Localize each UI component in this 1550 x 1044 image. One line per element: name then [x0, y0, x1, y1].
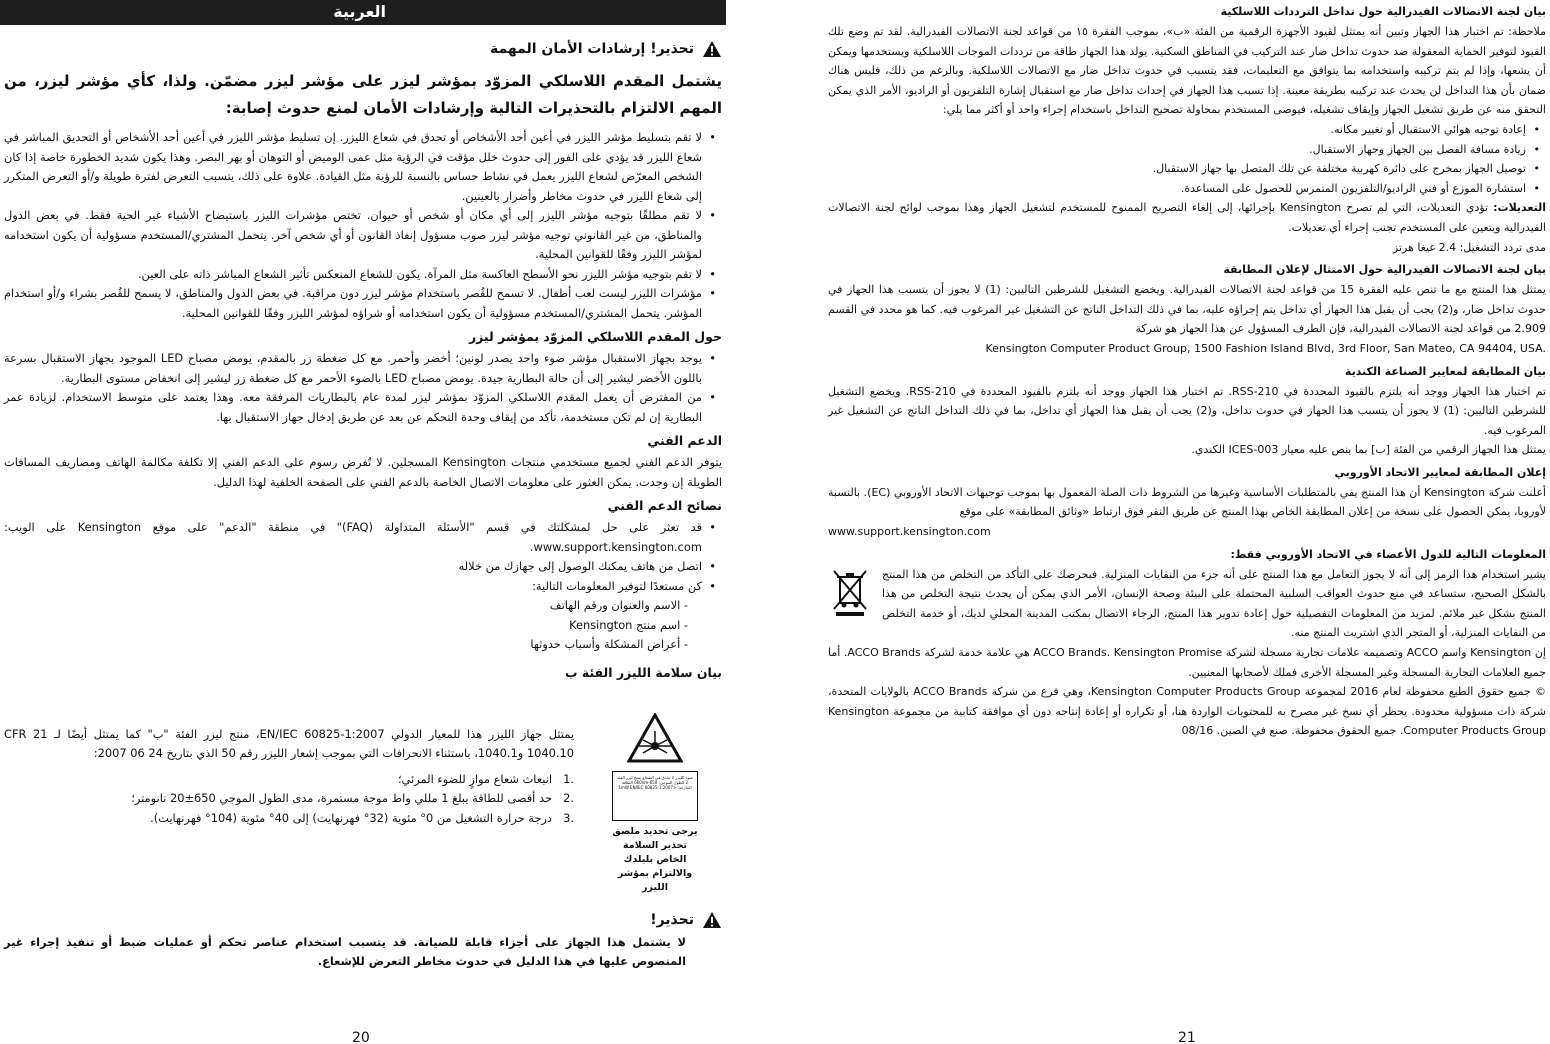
modifications-text: تؤدي التعديلات، التي لم تصرح Kensington بإجرائها، إلى إلغاء التصريح الممنوح للمستخدم لتشغيل الجهاز وهذا بموجب لوائح لجنة الاتصالات الفيدرالية ويتعين على المستخدم تجنب إجراء أي تعديلات. — [828, 201, 1546, 234]
trademarks-text: إن Kensington واسم ACCO وتصميمه علامات تجارية مسجلة لشركة ACCO Brands. Kensington Promise هي علامة خدمة لشركة ACCO Brands. أما جميع العلامات التجارية المسجلة وغير المسجلة الأخرى فملك لأصحابها المعنيين. — [828, 646, 1546, 679]
left-page — [0, 0, 726, 1044]
laser-safety-block — [4, 697, 722, 897]
weee-heading: المعلومات التالية للدول الأعضاء في الاتحاد الأوروبي فقط: — [1230, 547, 1546, 561]
laser-heading: بيان سلامة الليزر الفئة ب — [564, 664, 722, 680]
about-bullet: • يوجد بجهاز الاستقبال مؤشر ضوء واحد يصدر لونين؛ أخضر وأحمر. مع كل ضغطة زر بالمقدم، يومض مصباح LED الموجود بجهاز الاستقبال بسرعة باللون الأخضر ليشير إلى أن حالة البطارية جيدة. يومض مصباح LED بالضوء الأحمر مع كل ضغطة زر ليشير إلى انخفاض مستوى البطارية. — [4, 349, 722, 388]
safety-bullet: • لا تقم بتوجيه مؤشر الليزر نحو الأسطح العاكسة مثل المرآة. يكون للشعاع المنعكس تأثير الشعاع المباشر ذاته على العين. — [4, 265, 722, 285]
about-heading: حول المقدم اللاسلكي المزوّد بمؤشر ليزر — [468, 329, 722, 344]
fcc-bullet: • توصيل الجهاز بمخرج على دائرة كهربية مختلفة عن تلك المتصل بها جهاز الاستقبال. — [828, 159, 1546, 179]
modifications-paragraph — [828, 198, 1546, 237]
canada-ices: يمتثل هذا الجهاز الرقمي من الفئة [ب] بما ينص عليه معيار ICES-003 الكندي. — [1191, 443, 1546, 457]
warning-block — [4, 907, 722, 972]
warning-heading: تحذير! — [650, 911, 694, 928]
warning-text: لا يشتمل هذا الجهاز على أجزاء قابلة للصيانة. قد يتسبب استخدام عناصر تحكم أو عمليات ضبط أو تنفيذ إجراء غير المنصوص عليها في هذا الدليل في حدوث مخاطر التعرض للإشعاع. — [4, 934, 686, 968]
fcc-bullet: • زيادة مسافة الفصل بين الجهاز وجهاز الاستقبال. — [828, 140, 1546, 160]
laser-item: .3 درجة حرارة التشغيل من 0° مئوية (32° فهرنهايت) إلى 40° مئوية (104° فهرنهايت). — [150, 810, 574, 825]
warning-triangle-icon — [702, 40, 722, 58]
eu-text: أعلنت شركة Kensington أن هذا المنتج يفي بالمتطلبات الأساسية وغيرها من الشروط ذات الصلة المعمول بها بموجب توجيهات الاتحاد الأوروبي (EC). بالنسبة لأوروبا، يمكن الحصول على نسخة من إعلان المطابقة الخاص بهذا المنتج عن طريق النقر فوق ارتباط «وثائق المطابقة» على موقع — [828, 485, 1546, 519]
support-text: يتوفر الدعم الفني لجميع مستخدمي منتجات Kensington المسجلين. لا تُفرض رسوم على الدعم الفني إلا تكلفة مكالمة الهاتف ومصاريف المسافات الطويلة إن وجدت. يمكن العثور على معلومات الاتصال الخاصة بالدعم الفني على الصفحة الخلفية لهذا الدليل. — [4, 455, 722, 489]
safety-bullet: • لا تقم بتسليط مؤشر الليزر في أعين أحد الأشخاص أو تحدق في شعاع الليزر. إن تسليط مؤشر الليزر في أعين أحد الأشخاص أو التحديق المباشر في شعاع الليزر قد يؤدي على الفور إلى حدوث خلل مؤقت في الرؤية مثل عمى الوميض أو التوهان أو بهر البصر. وهذا يكون شديد الخطورة خاصة إذا كان الشخص المعرّض لشعاع الليزر يعمل في نشاط حساس بالنسبة للرؤية مثل القيادة. علاوة على ذلك، يتسبب التعرض لفترة طويلة و/أو التعرض المتكرر إلى شعاع الليزر في حدوث مخاطر وأضرار بالعينين. — [4, 128, 722, 206]
copyright-text: © جميع حقوق الطبع محفوظة لعام 2016 لمجموعة Kensington Computer Products Group، وهي فرع من شركة ACCO Brands بالولايات المتحدة، شركة ذات مسؤولية محدودة. يحظر أي نسخ غير مصرح به للمحتويات الواردة هنا، أو تكراره أو إعادة إنتاجه دون أي موافقة كتابية من مجموعة Kensington Computer Products Group. جميع الحقوق محفوظة. صنع في الصين. 08/16 — [828, 685, 1546, 738]
tips-bullet: • اتصل من هاتف يمكنك الوصول إلى جهازك من خلاله — [4, 557, 722, 577]
safety-heading-row — [4, 36, 722, 62]
tips-dash-item: - الاسم والعنوان ورقم الهاتف — [549, 598, 688, 612]
crossed-bin-icon — [828, 567, 872, 617]
support-heading: الدعم الفني — [647, 433, 722, 448]
warning-triangle-icon — [702, 911, 722, 929]
fcc-bullet: • إعادة توجيه هوائي الاستقبال أو تغيير مكانه. — [828, 120, 1546, 140]
tips-dash-item: - اسم منتج Kensington — [569, 617, 688, 632]
language-tab: العربية — [0, 0, 726, 25]
conformity-text: يمتثل هذا المنتج مع ما تنص عليه الفقرة 15 من قواعد لجنة الاتصالات الفيدرالية. ويخضع التشغيل للشرطين التاليين: (1) لا يجوز أن يتسبب هذا الجهاز في حدوث تداخل ضار، و(2) يجب أن يقبل هذا الجهاز أي تداخل يتم إجراؤه عليه، بما في ذلك التداخل الناتج عن التشغيل غير المرغوب فيه. كما هو محدد في القسم 2.909 من قواعد لجنة الاتصالات الفيدرالية، فإن الطرف المسؤول عن هذا الجهاز هو شركة — [828, 283, 1546, 336]
fcc-bullet: • استشارة الموزع أو فني الراديو/التلفزيون المتمرس للحصول على المساعدة. — [828, 179, 1546, 199]
conformity-address: Kensington Computer Product Group, 1500 Fashion Island Blvd, 3rd Floor, San Mateo, CA 94404, USA. — [985, 341, 1546, 355]
right-page — [826, 0, 1548, 1044]
laser-text-column — [4, 725, 574, 829]
eu-url: www.support.kensington.com — [828, 525, 991, 539]
eu-heading: إعلان المطابقة لمعايير الاتحاد الأوروبي — [1334, 465, 1546, 479]
laser-caption: يرجى تحديد ملصق تحذير السلامة الخاص بليلدك والالتزام بمؤشر الليزر — [612, 825, 698, 893]
laser-warning-label: ضوء الليزر لا تحدق في الشعاع منتج ليزر الفئة 2 الطول الموجي: 650-660nm الطاقة الخارجة: <1mW EN/IEC 60825-1:2007 — [612, 771, 698, 821]
safety-bullet: • لا تقم مطلقًا بتوجيه مؤشر الليزر إلى أي مكان أو شخص أو حيوان. تختص مؤشرات الليزر باستيضاح الأشياء غير الحية فقط. في بعض الدول والمناطق، من غير القانوني توجيه مؤشر ليزر صوب مسؤول إنفاذ القانون أو أي شخص آخر. يتحمل المشتري/المستخدم مسؤولية أن يكون استخدامه لمؤشر الليزر وفقًا للقوانين المحلية. — [4, 206, 722, 265]
modifications-label: التعديلات: — [1493, 201, 1547, 215]
frequency-text: مدى تردد التشغيل: 2.4 غيغا هرتز — [1392, 240, 1546, 254]
page-number: 20 — [352, 1030, 370, 1044]
tips-dash-item: - أعراض المشكلة وأسباب حدوثها — [530, 637, 688, 651]
about-bullet: • من المفترض أن يعمل المقدم اللاسلكي المزوّد بمؤشر ليزر لمدة عام بالبطاريات المرفقة معه. وهذا يعتمد على متوسط الاستخدام. لزيادة عمر البطارية إن لم تكن مستخدمة، تأكد من إيقاف وحدة التحكم عن بعد عن طريق إدخال جهاز الاستقبال بها. — [4, 388, 722, 427]
canada-text: تم اختبار هذا الجهاز ووجد أنه يلتزم بالقيود المحددة في RSS-210. تم اختبار هذا الجهاز ووجد أنه يلتزم بالقيود المحددة في RSS-210. ويخضع التشغيل للشرطين التاليين: (1) لا يجوز أن يتسبب هذا الجهاز في حدوث تداخل، و(2) يجب أن يقبل هذا الجهاز أي تداخل، بما في ذلك التداخل الناتج عن التشغيل غير المرغوب فيه. — [828, 384, 1547, 437]
safety-heading: تحذير! إرشادات الأمان المهمة — [490, 41, 694, 57]
conformity-heading: بيان لجنة الاتصالات الفيدرالية حول الامتثال لإعلان المطابقة — [1223, 263, 1546, 277]
safety-bullet: • مؤشرات الليزر ليست لعب أطفال. لا تسمح للقُصر باستخدام مؤشر ليزر دون مراقبة. في بعض الدول والمناطق، لا يسمح للقُصر بشراء و/أو استخدام المؤشر. يتحمل المشتري/المستخدم مسؤولية أن يكون استخدامه أو شراؤه لمؤشر الليزر وفقًا للقوانين المحلية. — [4, 284, 722, 323]
fcc-heading: بيان لجنة الاتصالات الفيدرالية حول تداخل الترددات اللاسلكية — [1220, 5, 1546, 18]
canada-heading: بيان المطابقة لمعايير الصناعة الكندية — [1344, 364, 1546, 378]
fcc-note: ملاحظة: تم اختبار هذا الجهاز وتبين أنه يمتثل لقيود الأجهزة الرقمية من الفئة «ب»، بموجب الفقرة ١٥ من قواعد لجنة الاتصالات الفيدرالية. لقد تم وضع تلك القيود لتوفير الحماية المعقولة ضد حدوث تداخل ضار عند التركيب في المناطق السكنية. يولد هذا الجهاز طاقة من ترددات الموجات اللاسلكية ويستخدمها ويمكن أن يشعها، وإذا لم يتم تركيبه واستخدامه بما يتوافق مع التعليمات، فقد يتسبب في حدوث تداخل ضار مع الاتصالات اللاسلكية. وبالرغم من ذلك، فليس هناك ضمان بأن هذا التداخل لن يحدث عند تركيبه بطريقة معينة. إذا تسبب هذا الجهاز في إحداث تداخل ضار مع استقبال إشارة التلفزيون أو الراديو، الأمر الذي يمكن التحقق منه عن طريق تشغيل الجهاز وإيقاف تشغيله، فيوصى المستخدم بمحاولة تصحيح التداخل باستخدام إجراء واحد أو أكثر مما يلي: — [828, 25, 1547, 117]
laser-hazard-icon — [627, 713, 683, 763]
laser-label-art — [612, 713, 698, 895]
laser-item: .2 حد أقصى للطاقة يبلغ 1 مللي واط موجة مستمرة، مدى الطول الموجي 650±20 نانومتر؛ — [131, 791, 574, 805]
laser-intro: يمتثل جهاز الليزر هذا للمعيار الدولي EN/IEC 60825-1:2007، منتج ليزر الفئة "ب" كما يمتثل أيضًا لـ 21 CFR 1040.10 و1040.1، باستثناء الانحرافات التي بموجب إشعار الليزر رقم 50 الذي بتاريخ 24 06 2007: — [4, 726, 575, 760]
laser-item: .1 انبعاث شعاع موازٍ للضوء المرئي؛ — [397, 771, 574, 786]
tips-bullet: • كن مستعدًا لتوفير المعلومات التالية: — [4, 577, 722, 597]
safety-intro: يشتمل المقدم اللاسلكي المزوّد بمؤشر ليزر على مؤشر ليزر مضمّن. ولذا، كأي مؤشر ليزر، من المهم الالتزام بالتحذيرات التالية وإرشادات الأمان لمنع حدوث إصابة: — [4, 72, 722, 117]
weee-text: يشير استخدام هذا الرمز إلى أنه لا يجوز التعامل مع هذا المنتج على أنه جزء من النفايات المنزلية. فبحرصك على التأكد من التخلص من هذا المنتج بالشكل الصحيح، ستساعد في منع حدوث العواقب السلبية المحتملة على البيئة وصحة الإنسان، الأمر الذي يمكن أن يحدث نتيجة التخلص من هذا المنتج بشكل غير ملائم. لمزيد من المعلومات التفصيلية حول إعادة تدوير هذا المنتج، الرجاء الاتصال بمكتب المدينة المحلي لديك، أو خدمة التخلص من النفايات المنزلية، أو المتجر الذي اشتريت المنتج منه. — [882, 567, 1546, 640]
weee-block — [828, 565, 1546, 643]
tips-heading: نصائح الدعم الفني — [607, 498, 722, 513]
page-number: 21 — [1178, 1030, 1196, 1044]
tips-bullet: • قد تعثر على حل لمشكلتك في قسم "الأسئلة المتداولة (FAQ)" في منطقة "الدعم" على موقع Kensington على الويب: www.support.kensington.com. — [4, 518, 722, 557]
